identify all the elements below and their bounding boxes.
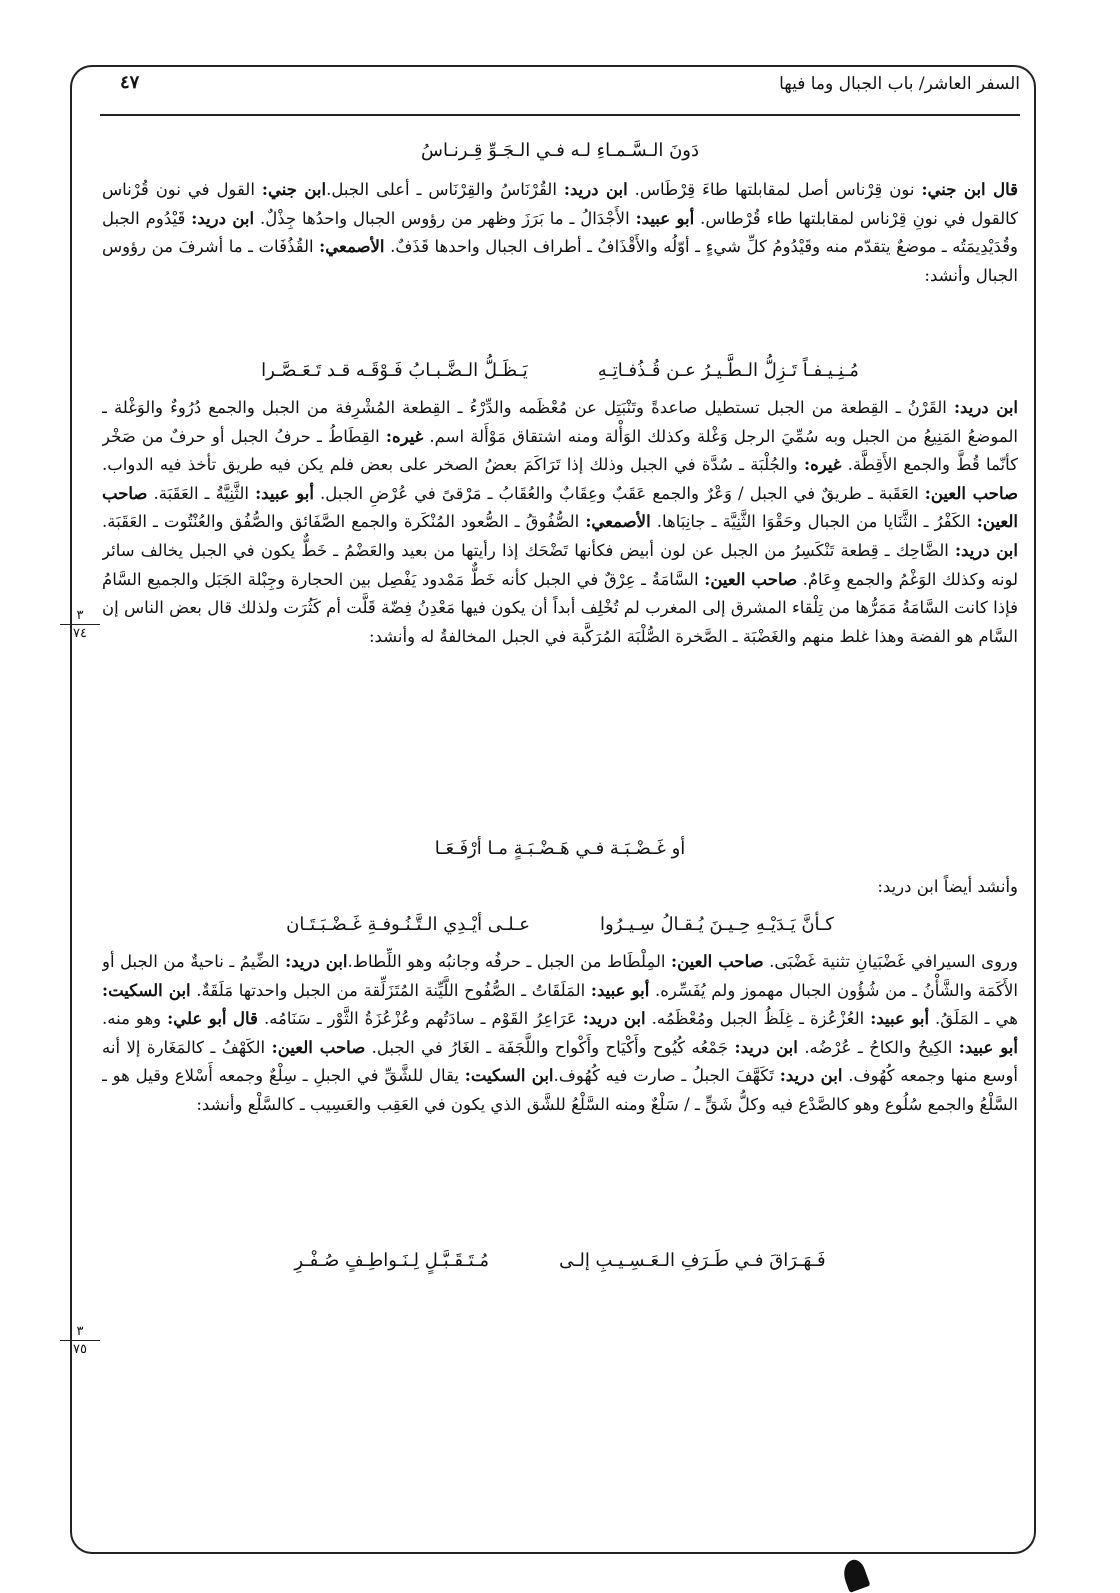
source-attribution: صاحب العين: bbox=[670, 952, 764, 971]
paragraph-1 bbox=[102, 176, 1018, 348]
source-attribution: قال ابن جني: bbox=[921, 180, 1018, 199]
verse-4-left-hemistich: عـلـى أيْـدِي الـتَّـنُـوفـةِ غَـضْـبَـتَـان bbox=[286, 914, 531, 935]
source-attribution: أبو عبيد: bbox=[590, 980, 650, 1000]
entry-text: الكَفْرُ ـ الثَّنَايا من الجبال وحَقْوَا الثَّنِيَّة ـ جانِبَاها. bbox=[650, 512, 977, 532]
verse-3: أو غَـضْـبَـة فـي هَـضْـبَـةٍ مـا أرْفَـعَـا bbox=[434, 838, 686, 859]
entry-text: القُرْنَاسُ والقِرْنَاس ـ أعلى الجبل. bbox=[326, 180, 564, 199]
entry-text: المِلْطَاط من الجبل ـ حرفُه وجانبُه وهو اللِّطاط. bbox=[347, 952, 671, 971]
source-attribution: أبو عبيد: bbox=[958, 1037, 1018, 1057]
source-attribution: غيره: bbox=[385, 426, 424, 446]
source-attribution: ابن السكيت: bbox=[464, 1066, 554, 1086]
source-attribution: صاحب العين: bbox=[924, 483, 1018, 503]
entry-text: الكِيحُ والكاحُ ـ عُرْضُه. bbox=[797, 1037, 959, 1057]
source-attribution: ابن دريد: bbox=[191, 208, 255, 228]
source-attribution: صاحب العين: bbox=[271, 1037, 366, 1057]
entry-text: وهو منه. bbox=[102, 1009, 168, 1029]
verse-5 bbox=[102, 1238, 1018, 1284]
entry-text: الضِّيمُ ـ ناحيةٌ من الجبل أو الأَكَمَة والشَّأْنُ ـ من شُؤُون الجبال مهموز ولم يُفَسِّره. bbox=[102, 952, 1018, 1000]
entry-text: الأَجْدَالُ ـ ما بَرَزَ وظهر من رؤوس الجبال واحدُها جِذْلٌ. bbox=[254, 208, 636, 228]
margin-note-denominator: ٧٤ bbox=[73, 626, 87, 641]
page-header bbox=[100, 66, 1020, 110]
source-attribution: الأصمعي: bbox=[319, 237, 385, 257]
verse-4-right-hemistich: كـأنَّ يَـدَيْـهِ حِـيـنَ يُـقـالُ سِـيـرُوا bbox=[600, 914, 834, 935]
source-attribution: صاحب العين: bbox=[704, 569, 797, 589]
verse-2 bbox=[102, 348, 1018, 394]
entry-text: القَرْنُ ـ القِطعة من الجبل تستطيل صاعدةً وتَنْبَتِل عن مُعْظَمه والدِّرْءُ ـ القِطعة المُشْرِفة من الجبل والجمع دُرُوءٌ والوَغْلة ـ الموضعُ المَنِيعُ من الجبل وبه سُمِّيَ الرجل وَغْلة وكذلك الوَأْلة ومنه اشتقاق مَوْأَلة اسم. bbox=[102, 398, 1018, 446]
entry-text: الضَّاحِك ـ قِطعة تَنْكَسِرُ من الجبل عن لون أبيض فكأنها تَضْحَك إذا رأيتها من بعيد والعَضْمُ ـ خَطٌّ يكون في الجبل يخالف سائر لونه وكذلك الوَغْمُ والجمع وِعَامٌ. bbox=[102, 540, 1018, 589]
source-attribution: أبو عبيد: bbox=[635, 208, 695, 228]
header-rule bbox=[100, 114, 1020, 116]
source-attribution: أبو عبيد: bbox=[255, 483, 314, 503]
page-body bbox=[102, 126, 1018, 1284]
source-attribution: ابن دريد: bbox=[285, 952, 348, 971]
entry-text: العَقَبة ـ طريقٌ في الجبل / وَعْرٌ والجمع عَقَبٌ وعِقَابٌ والعُقَابُ ـ مَرْقىً في عُرْضِ الجبل. bbox=[313, 483, 925, 503]
entry-text: القُذُفَات ـ ما أشرفَ من رؤوس الجبال وأنشد: bbox=[102, 237, 1018, 285]
verse-2-right-hemistich: مُـنِـيـفـاً تَـزِلُّ الـطَّـيـرُ عـن قُـذُفـاتِـهِ bbox=[597, 360, 859, 381]
margin-note-denominator: ٧٥ bbox=[73, 1342, 87, 1357]
verse-1: دَونَ الـسَّـمـاءِ لـه فـي الـجَـوِّ قِـرنـاسُ bbox=[420, 140, 700, 161]
entry-text: يقال للشَّقِّ في الجبلِ ـ سِلْعٌ وجمعه أَسْلاع وقيل هو ـ السَّلْعُ والجمع سُلُوع وهو كالصَّدْع فيه وكلُّ شَقٍّ ـ / سَلْعٌ ومنه السَّلْعُ للشَّق الذي يكون في العَقِب والعَسِيب ـ كالسَّلْع وأنشد: bbox=[102, 1066, 1018, 1114]
source-attribution: غيره: bbox=[803, 455, 842, 475]
source-attribution: صاحب العين: bbox=[102, 483, 1018, 532]
page-number: ٤٧ bbox=[120, 72, 140, 93]
entry-text: السَّامَةُ ـ عِرْقٌ في الجبل كأنه خَطٌّ مَمْدود يَفْصِل بين الحجارة وجِبْلة الجَبَل والجميع السَّامُ فإذا كانت السَّامَةُ مَمَرُّها من تِلْقاء المشرق إلى المغرب لم تُخْلِف أبداً أن يكون فيها مَعْدِنُ فِضّة قَلَّت أم كَثُرَت ولذلك قال بعض الناس إن السَّام هو الفضة وهذا غلط منهم والغَضْبَة ـ الصَّخرة الصُّلْبَة المُرَكَّبة في الجبل المخالفةُ له وأنشد: bbox=[102, 569, 1018, 646]
entry-text: تَكَهَّفَ الجبلُ ـ صارت فيه كُهُوف. bbox=[553, 1066, 780, 1086]
entry-text: العُزْعُزة ـ غِلَظُ الجبل ومُعْظَمُه. bbox=[645, 1009, 871, 1029]
source-attribution: ابن دريد: bbox=[582, 1009, 646, 1029]
source-attribution: ابن دريد: bbox=[953, 398, 1018, 417]
margin-note-numerator: ٣ bbox=[60, 608, 100, 625]
source-attribution: ابن السكيت: bbox=[102, 980, 191, 1000]
entry-text: هي ـ المَلَقُ. bbox=[929, 1009, 1018, 1029]
verse-2-left-hemistich: يَـظَـلُّ الـضَّـبـابُ فَـوْقَـه قـد تَـعَـصَّـرا bbox=[261, 360, 528, 381]
entry-text: وروى السيرافي غَضْبَيانِ تثنية غَضْبَى. bbox=[763, 952, 1018, 971]
source-attribution: ابن دريد: bbox=[563, 180, 628, 199]
verse-5-right-hemistich: فَـهَـرَاقَ فـي طَـرَفِ الـعَـسِـيـبِ إلـى bbox=[559, 1250, 826, 1271]
margin-note-numerator: ٣ bbox=[60, 1324, 100, 1341]
entry-text: المَلَقَاتُ ـ الصُّفُوح اللَّيِّنة المُتَزَلِّقة من الجبل واحدتها مَلَقَةٌ. bbox=[190, 980, 591, 1000]
ink-mark bbox=[840, 1557, 871, 1593]
entry-text: الصُّفُوقُ ـ الصُّعود المُنْكَرة والجمع الصَّفَائق والصُّفُق والعُنْتُوت ـ العَقَبَة. bbox=[102, 512, 586, 532]
entry-text: قَيْدُوم الجبل وقُدَيْدِيمَتُه ـ موضعٌ يتقدّم منه وقَيْدُومُ كلِّ شيءٍ ـ أوّلُه والأَقْذَافُ ـ أطراف الجبال واحدها قَذَفٌ. bbox=[102, 208, 1018, 257]
entry-text: نون قِرْناس أصل لمقابلتها طاءَ قِرْطَاس. bbox=[627, 180, 922, 199]
entry-text: جَمْعُه كُيُوح وأَكْيَاح وأَكْواح واللَّجَفَة ـ الغَارُ في الجبل. bbox=[365, 1037, 735, 1057]
source-attribution: ابن جني: bbox=[261, 180, 327, 199]
source-attribution: ابن دريد: bbox=[734, 1037, 798, 1057]
entry-text: الكَهْفُ ـ كالمَغَارة إلا أنه أوسع منها وجمعه كُهُوف. bbox=[102, 1037, 1018, 1086]
entry-text: الثَّنِيَّةُ ـ العَقَبَة. bbox=[147, 483, 256, 503]
paragraph-2 bbox=[102, 394, 1018, 826]
source-attribution: ابن دريد: bbox=[954, 540, 1018, 560]
entry-text: عَرَاعِرُ القَوْم ـ سادَتُهم وعُزْعُزَةُ الثَّوْر ـ سَنَامُه. bbox=[257, 1009, 583, 1029]
verse-5-left-hemistich: مُـتَـقَـبَّـلٍ لِـنَـواطِـفٍ صُـفْـرِ bbox=[294, 1250, 490, 1271]
source-attribution: الأصمعي: bbox=[585, 512, 651, 532]
paragraph-3 bbox=[102, 948, 1018, 1238]
margin-note-folio-74 bbox=[60, 608, 100, 641]
verse-4 bbox=[102, 902, 1018, 948]
margin-note-folio-75 bbox=[60, 1324, 100, 1357]
source-attribution: أبو عبيد: bbox=[870, 1009, 930, 1029]
entry-text: والجُلْبَة ـ سُدَّة في الجبل وذلك إذا تَرَاكَمَ بعضُ الصخر على بعض فلم يكن فيه طريق تأخذ فيه الدواب. bbox=[102, 455, 804, 475]
entry-text: القول في نون قُرْناس كالقول في نونِ قِرْناس لمقابلتها طاء قُرْطاس. bbox=[102, 180, 1018, 228]
anshad-line: وأنشد أيضاً ابن دريد: bbox=[877, 877, 1018, 896]
source-attribution: قال أبو علي: bbox=[167, 1009, 258, 1029]
running-title: السفر العاشر/ باب الجبال وما فيها bbox=[779, 74, 1020, 94]
source-attribution: ابن دريد: bbox=[779, 1066, 843, 1086]
entry-text: القِطَاطُ ـ حرفُ الجبل أو حرفٌ من صَخْر كأنّما قُطَّ والجمع الأَقِطَّة. bbox=[102, 426, 1018, 475]
